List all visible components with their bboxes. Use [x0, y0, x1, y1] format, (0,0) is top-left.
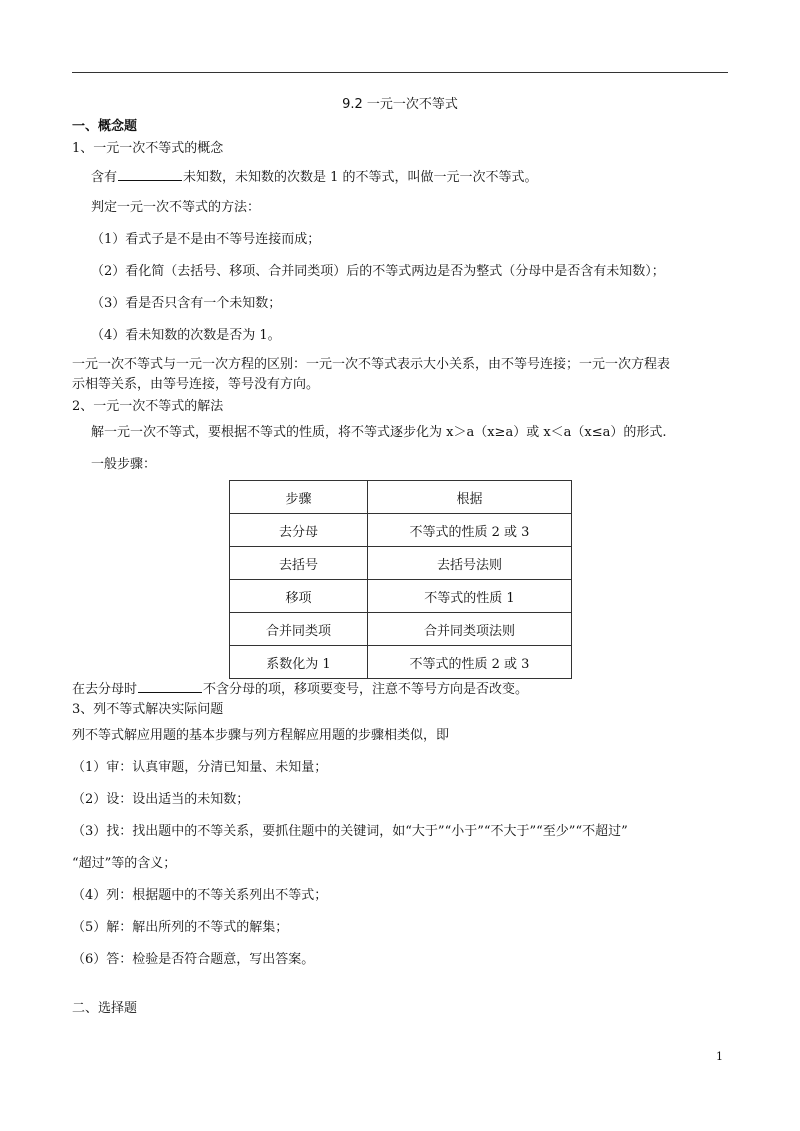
definition-prefix: 含有 — [91, 170, 118, 185]
difference-text-line1: 一元一次不等式与一元一次方程的区别：一元一次不等式表示大小关系，由不等号连接；一元一次方程表 — [72, 357, 671, 372]
table-cell: 系数化为 1 — [230, 646, 368, 679]
table-cell: 不等式的性质 2 或 3 — [368, 646, 572, 679]
definition-suffix: 未知数，未知数的次数是 1 的不等式，叫做一元一次不等式。 — [183, 170, 538, 185]
method-item: （4）看未知数的次数是否为 1。 — [91, 328, 281, 343]
application-step: （4）列：根据题中的不等关系列出不等式； — [72, 888, 328, 903]
item1-title: 1、一元一次不等式的概念 — [72, 141, 224, 156]
steps-intro: 一般步骤： — [91, 457, 157, 472]
application-step: （6）答：检验是否符合题意，写出答案。 — [72, 952, 315, 967]
table-cell: 不等式的性质 2 或 3 — [368, 514, 572, 547]
table-header-cell: 步骤 — [230, 481, 368, 514]
table-row — [230, 613, 572, 646]
fill-blank-1 — [118, 167, 182, 181]
item2-title: 2、一元一次不等式的解法 — [72, 399, 224, 414]
page-title: 9.2 一元一次不等式 — [342, 97, 458, 112]
table-cell: 不等式的性质 1 — [368, 580, 572, 613]
denominator-note — [72, 679, 528, 699]
table-cell: 合并同类项法则 — [368, 613, 572, 646]
table-cell: 合并同类项 — [230, 613, 368, 646]
section-heading-concepts: 一、概念题 — [72, 119, 138, 134]
difference-text-line2: 示相等关系，由等号连接，等号没有方向。 — [72, 377, 320, 392]
method-item: （2）看化简（去括号、移项、合并同类项）后的不等式两边是否为整式（分母中是否含有未知数）； — [91, 264, 665, 279]
application-step: （1）审：认真审题，分清已知量、未知量； — [72, 760, 328, 775]
table-row — [230, 646, 572, 679]
header-rule — [72, 72, 728, 73]
table-cell: 去分母 — [230, 514, 368, 547]
method-item: （1）看式子是不是由不等号连接而成； — [91, 232, 321, 247]
application-step: （5）解：解出所列的不等式的解集； — [72, 920, 289, 935]
table-row — [230, 514, 572, 547]
table-row — [230, 580, 572, 613]
table-cell: 去括号 — [230, 547, 368, 580]
definition-line — [91, 167, 538, 187]
table-cell: 去括号法则 — [368, 547, 572, 580]
solve-method-text: 解一元一次不等式，要根据不等式的性质，将不等式逐步化为 x＞a（x≥a）或 x＜a（x≤a）的形式. — [91, 425, 667, 440]
table-header-row — [230, 481, 572, 514]
page-number: 1 — [716, 1050, 723, 1063]
table-row — [230, 547, 572, 580]
application-step: （2）设：设出适当的未知数； — [72, 792, 250, 807]
note-prefix: 在去分母时 — [72, 682, 138, 697]
method-title: 判定一元一次不等式的方法： — [91, 200, 261, 215]
fill-blank-2 — [138, 679, 202, 693]
table-header-cell: 根据 — [368, 481, 572, 514]
application-step: （3）找：找出题中的不等关系，要抓住题中的关键词，如“大于”“小于”“不大于”“至少”“不超过” — [72, 824, 628, 839]
section-heading-choice: 二、选择题 — [72, 1001, 138, 1016]
table-cell: 移项 — [230, 580, 368, 613]
steps-table — [229, 480, 572, 679]
note-suffix: 不含分母的项，移项要变号，注意不等号方向是否改变。 — [203, 682, 529, 697]
method-item: （3）看是否只含有一个未知数； — [91, 296, 282, 311]
item3-intro: 列不等式解应用题的基本步骤与列方程解应用题的步骤相类似，即 — [72, 728, 450, 743]
application-step: “超过”等的含义； — [72, 856, 177, 871]
item3-title: 3、列不等式解决实际问题 — [72, 702, 224, 717]
